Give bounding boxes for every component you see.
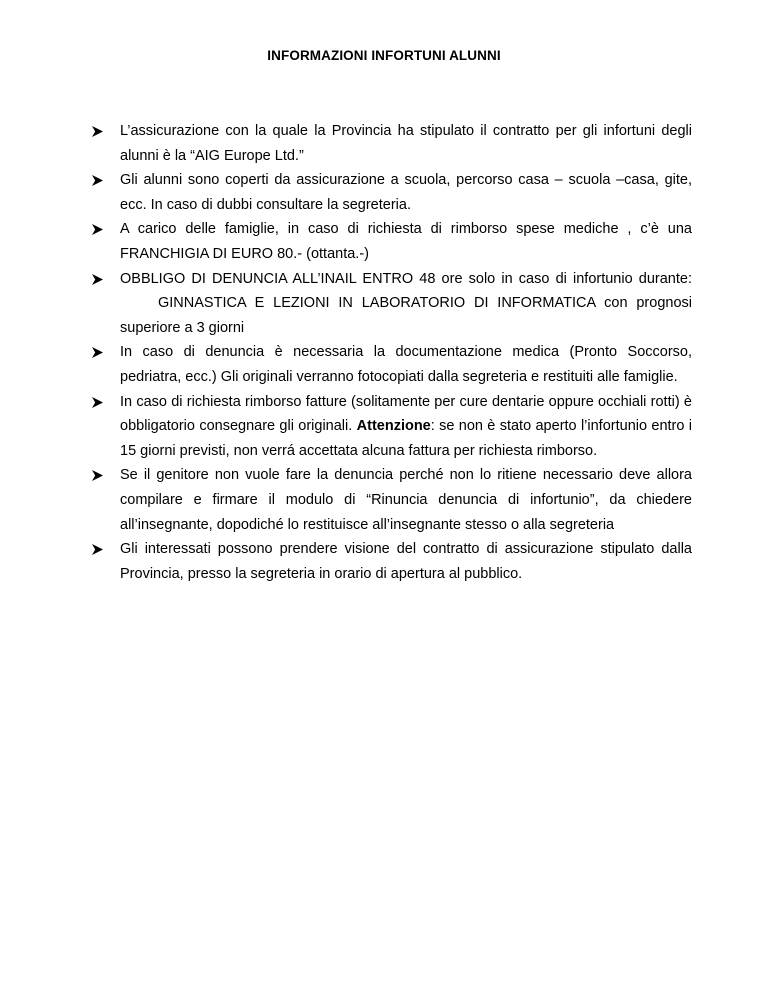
arrowhead-bullet-icon	[92, 390, 106, 415]
arrowhead-bullet-icon	[92, 267, 106, 292]
list-item-text: : se non è stato aperto l’infortunio entro i 15 giorni previsti, non verrá accettata alcuna fattura per richiesta rimborso.	[120, 418, 693, 459]
list-item-text: In caso di denuncia è necessaria la documentazione medica (Pronto Soccorso, pedriatra, ecc.) Gli originali verranno fotocopiati dalla segreteria e restituiti alle famiglie.	[120, 344, 692, 385]
list-item-text: Gli interessati possono prendere visione del contratto di assicurazione stipulato dalla Provincia, presso la segreteria in orario di apertura al pubblico.	[120, 541, 692, 582]
list-item-text: In caso di richiesta rimborso fatture (solitamente per cure dentarie oppure occhiali rotti) è obbligatorio consegnare gli originali.	[120, 393, 692, 435]
attention-label: Attenzione	[356, 418, 431, 435]
list-item	[92, 340, 692, 389]
list-item	[92, 217, 692, 266]
arrowhead-bullet-icon	[92, 340, 106, 365]
list-item-text: Gli alunni sono coperti da assicurazione a scuola, percorso casa – scuola –casa, gite, ecc. In caso di dubbi consultare la segreteria.	[120, 172, 692, 213]
list-item	[92, 119, 692, 168]
arrowhead-bullet-icon	[92, 463, 106, 488]
list-item-text: A carico delle famiglie, in caso di richiesta di rimborso spese mediche , c’è una FRANCHIGIA DI EURO 80.- (ottanta.-)	[120, 221, 692, 262]
list-item	[92, 537, 692, 586]
arrowhead-bullet-icon	[92, 217, 106, 242]
list-item-text: OBBLIGO DI DENUNCIA ALL’INAIL ENTRO 48 ore solo in caso di infortunio durante:	[120, 270, 692, 287]
list-item	[92, 267, 692, 341]
list-item-text: GINNASTICA E LEZIONI IN LABORATORIO DI INFORMATICA con prognosi superiore a 3 giorni	[120, 295, 692, 336]
list-item	[92, 168, 692, 217]
arrowhead-bullet-icon	[92, 537, 106, 562]
list-item-text: Se il genitore non vuole fare la denuncia perché non lo ritiene necessario deve allora compilare e firmare il modulo di “Rinuncia denuncia di infortunio”, da chiedere all’insegnante, dopodiché lo restituisce all’insegnante stesso o alla segreteria	[120, 467, 692, 533]
arrowhead-bullet-icon	[92, 119, 106, 144]
page-title: INFORMAZIONI INFORTUNI ALUNNI	[267, 48, 501, 63]
list-item	[92, 390, 692, 464]
arrowhead-bullet-icon	[92, 168, 106, 193]
list-item-text: L’assicurazione con la quale la Provincia ha stipulato il contratto per gli infortuni degli alunni è la “AIG Europe Ltd.”	[120, 123, 692, 164]
info-list	[92, 119, 692, 586]
list-item	[92, 463, 692, 537]
